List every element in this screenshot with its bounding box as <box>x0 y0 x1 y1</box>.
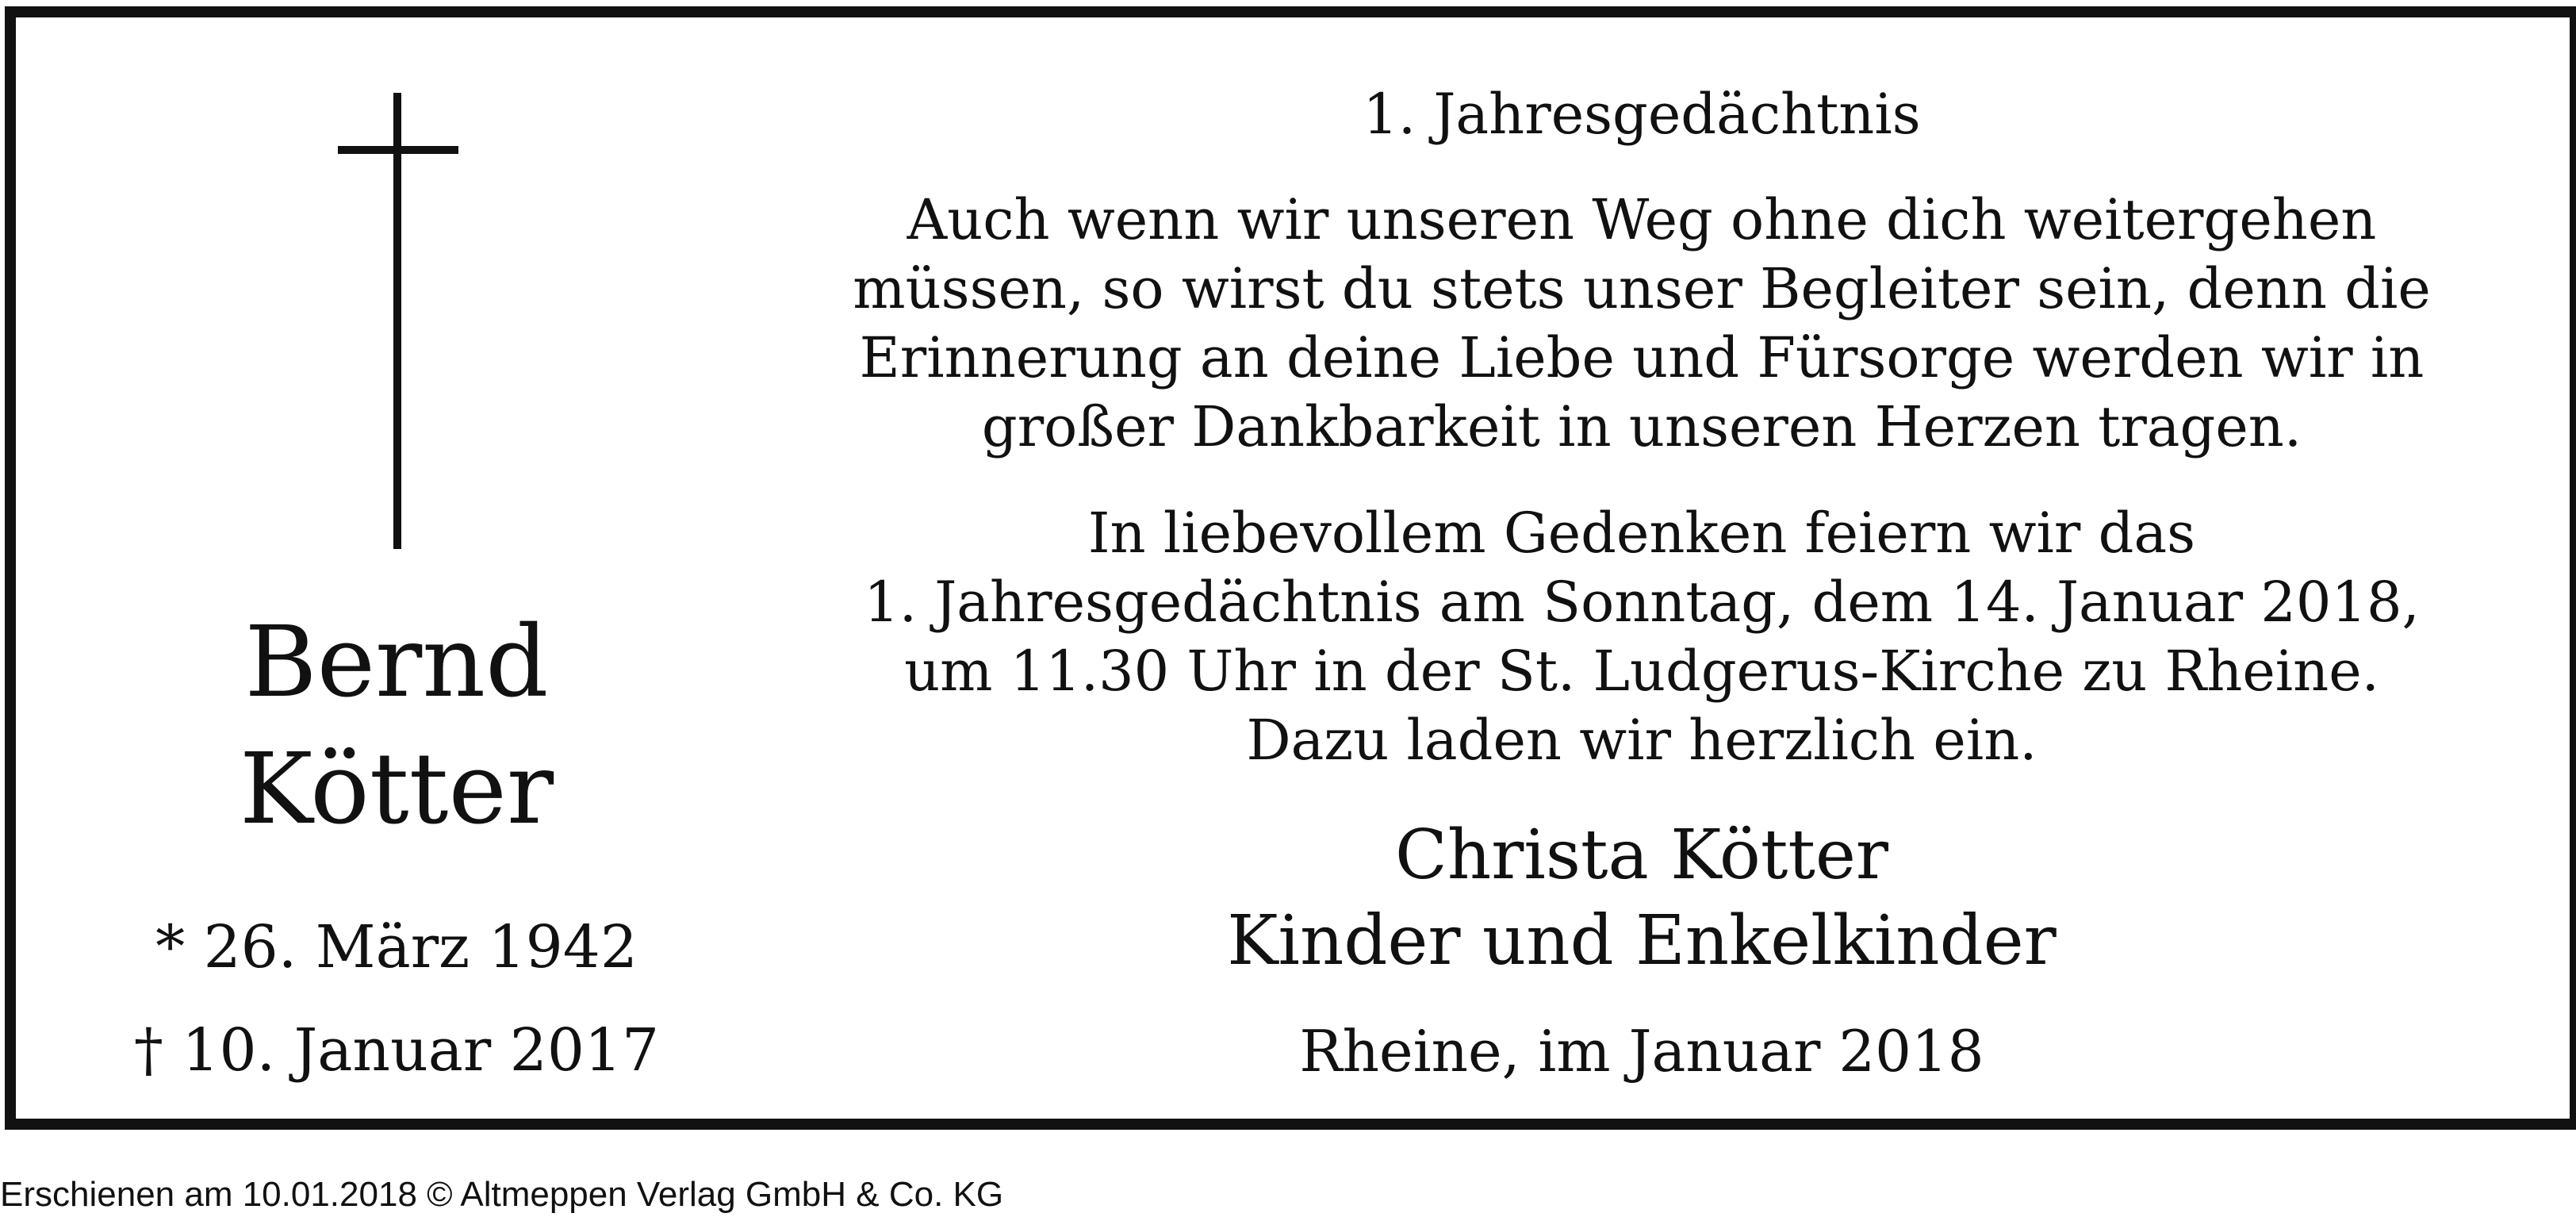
verse-line: großer Dankbarkeit in unseren Herzen tragen. <box>981 394 2302 459</box>
invitation-line: In liebevollem Gedenken feiern wir das <box>1087 501 2196 566</box>
verse-text <box>769 186 2514 462</box>
deceased-first-name: Bernd <box>244 605 549 720</box>
cross-vertical-bar <box>393 93 401 549</box>
notice-heading: 1. Jahresgedächtnis <box>1363 82 1921 147</box>
publication-footer: Erschienen am 10.01.2018 © Altmeppen Verlag GmbH & Co. KG <box>0 1175 1004 1214</box>
verse-line: müssen, so wirst du stets unser Begleiter sein, denn die <box>853 256 2431 321</box>
cross-horizontal-bar <box>338 146 458 154</box>
invitation-line: um 11.30 Uhr in der St. Ludgerus-Kirche zu Rheine. <box>904 639 2379 704</box>
death-date: † 10. Januar 2017 <box>133 1016 660 1085</box>
obituary-frame <box>5 6 2576 1130</box>
invitation-line: 1. Jahresgedächtnis am Sonntag, dem 14. Januar 2018, <box>864 570 2420 635</box>
mourner-family: Kinder und Enkelkinder <box>1227 901 2057 981</box>
invitation-line: Dazu laden wir herzlich ein. <box>1246 708 2037 773</box>
verse-line: Auch wenn wir unseren Weg ohne dich weitergehen <box>907 187 2377 252</box>
birth-date: * 26. März 1942 <box>155 913 638 981</box>
deceased-last-name: Kötter <box>239 732 554 847</box>
invitation-text <box>769 499 2514 775</box>
mourner-name: Christa Kötter <box>1395 816 1888 895</box>
place-and-date: Rheine, im Januar 2018 <box>1299 1018 1984 1085</box>
verse-line: Erinnerung an deine Liebe und Fürsorge werden wir in <box>859 325 2425 390</box>
